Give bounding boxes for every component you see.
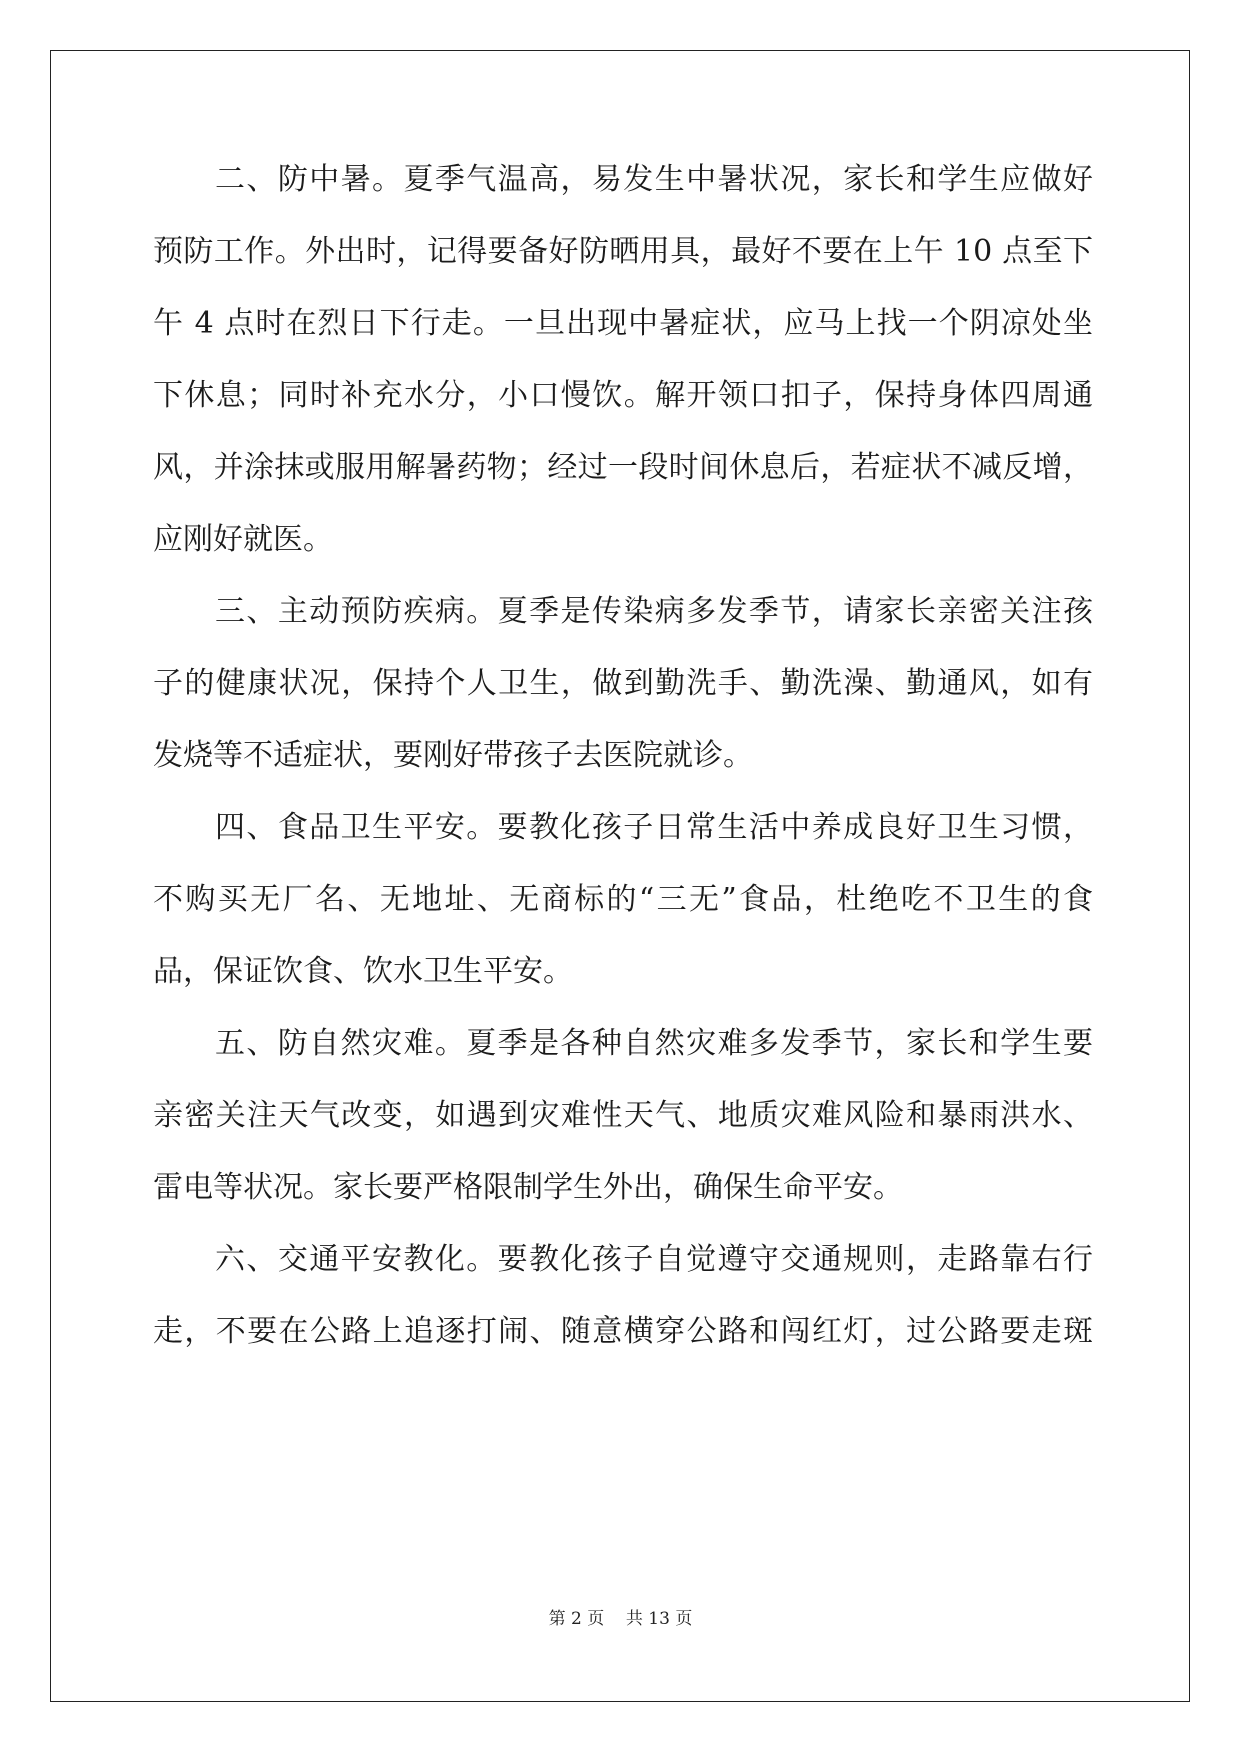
text-line: 走，不要在公路上追逐打闹、随意横穿公路和闯红灯，过公路要走斑 (153, 1314, 1093, 1349)
page-footer (0, 1604, 1241, 1629)
text-line: 六、交通平安教化。要教化孩子自觉遵守交通规则，走路靠右行 (215, 1242, 1093, 1277)
text-line: 发烧等不适症状，要刚好带孩子去医院就诊。 (153, 738, 753, 773)
page-frame (50, 50, 1190, 1702)
text-line: 应刚好就医。 (153, 522, 333, 557)
page-total: 共 13 页 (625, 1609, 693, 1629)
page-number: 第 2 页 (548, 1609, 605, 1629)
text-line: 亲密关注天气改变，如遇到灾难性天气、地质灾难风险和暴雨洪水、 (153, 1098, 1093, 1133)
text-line: 品，保证饮食、饮水卫生平安。 (153, 954, 573, 989)
text-line: 雷电等状况。家长要严格限制学生外出，确保生命平安。 (153, 1170, 903, 1205)
text-line: 子的健康状况，保持个人卫生，做到勤洗手、勤洗澡、勤通风，如有 (153, 666, 1093, 701)
text-line: 二、防中暑。夏季气温高，易发生中暑状况，家长和学生应做好 (215, 162, 1093, 197)
text-line: 预防工作。外出时，记得要备好防晒用具，最好不要在上午 10 点至下 (153, 234, 1093, 269)
text-line: 午 4 点时在烈日下行走。一旦出现中暑症状，应马上找一个阴凉处坐 (153, 306, 1093, 341)
text-line: 五、防自然灾难。夏季是各种自然灾难多发季节，家长和学生要 (215, 1026, 1093, 1061)
text-line: 不购买无厂名、无地址、无商标的“三无”食品，杜绝吃不卫生的食 (153, 882, 1093, 917)
footer-separator (604, 1609, 626, 1629)
text-line: 风，并涂抹或服用解暑药物；经过一段时间休息后，若症状不减反增， (153, 450, 1093, 485)
text-line: 三、主动预防疾病。夏季是传染病多发季节，请家长亲密关注孩 (215, 594, 1093, 629)
text-line: 四、食品卫生平安。要教化孩子日常生活中养成良好卫生习惯， (215, 810, 1093, 845)
text-line: 下休息；同时补充水分，小口慢饮。解开领口扣子，保持身体四周通 (153, 378, 1093, 413)
